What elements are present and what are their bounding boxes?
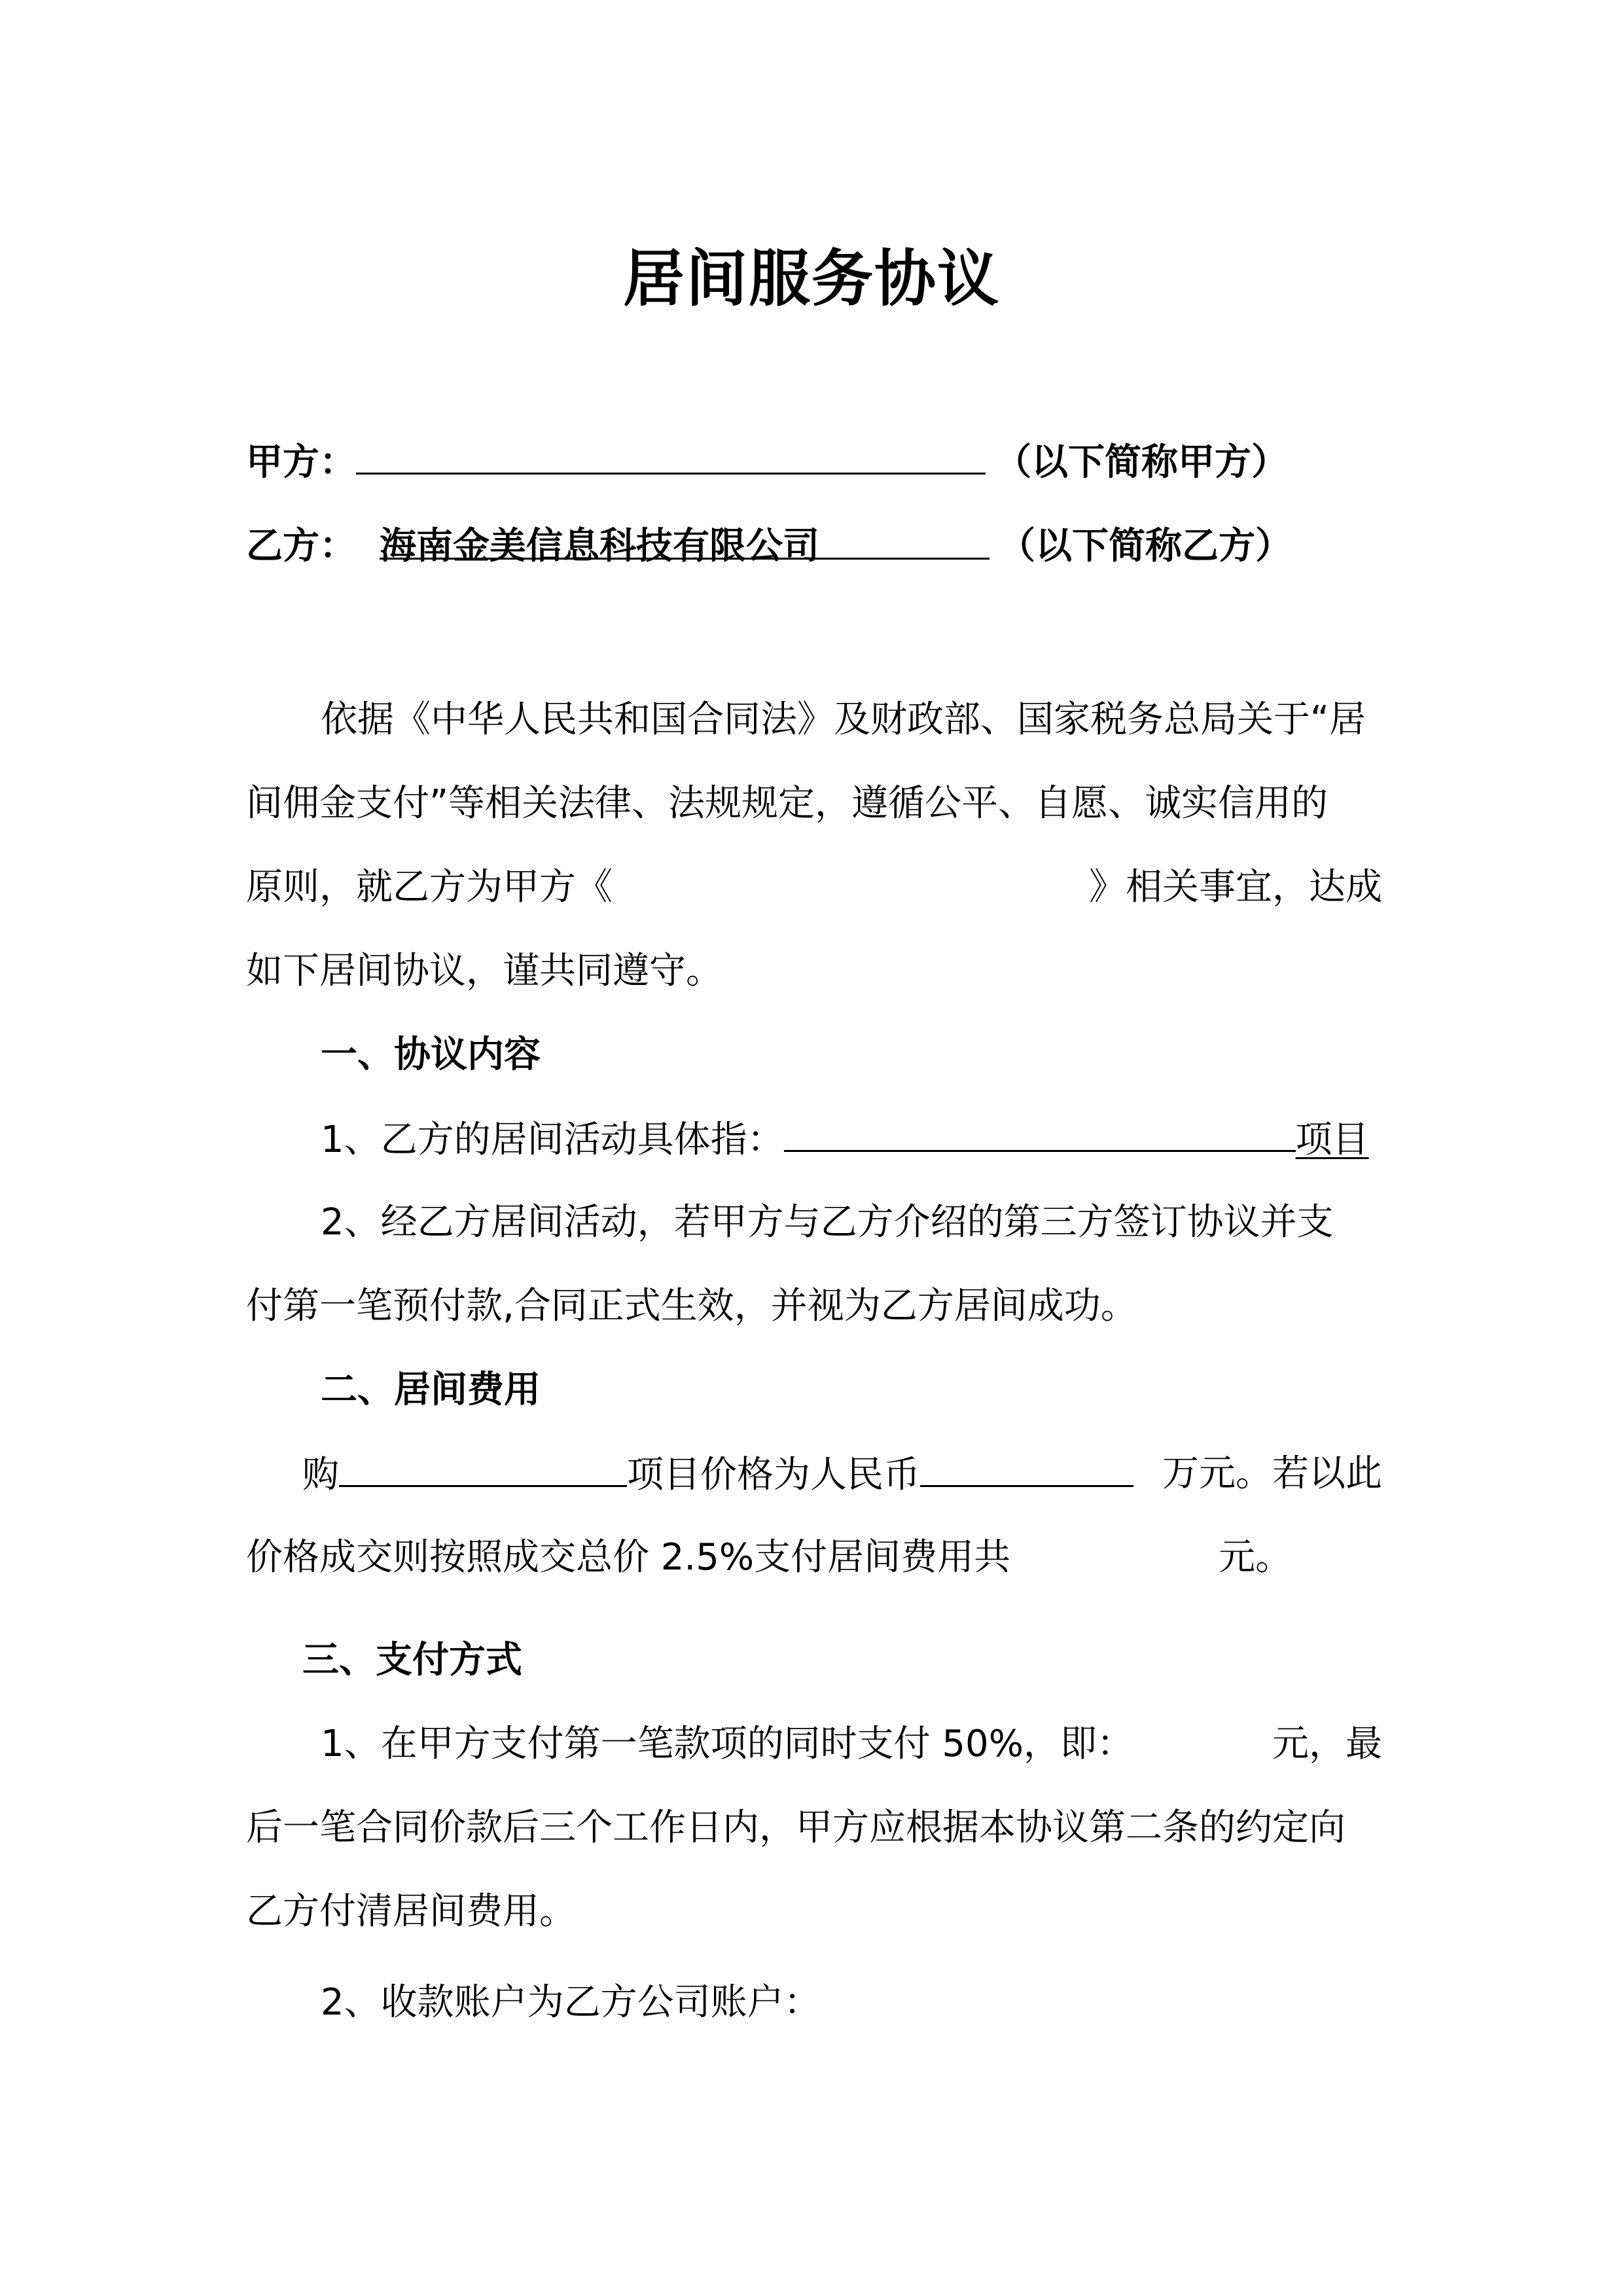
s3-item-2: 2、收款账户为乙方公司账户： bbox=[321, 1981, 821, 2024]
party-b-name-field bbox=[380, 517, 990, 567]
intro-line-2: 间佣金支付”等相关法律、法规规定，遵循公平、自愿、诚实信用的 bbox=[246, 782, 1329, 825]
document-title: 居间服务协议 bbox=[622, 243, 1000, 315]
party-a-blank bbox=[356, 432, 986, 475]
party-b-name: 海南金美信息科技有限公司 bbox=[380, 525, 819, 567]
s1-item-1-text: 1、乙方的居间活动具体指： bbox=[321, 1119, 784, 1161]
section-3-heading: 三、支付方式 bbox=[302, 1639, 522, 1681]
party-a-label: 甲方： bbox=[246, 441, 356, 484]
s1-item-2-line-2: 付第一笔预付款,合同正式生效，并视为乙方居间成功。 bbox=[246, 1285, 1137, 1327]
s2-purchase-label: 购 bbox=[302, 1454, 339, 1496]
s1-item-2-line-1: 2、经乙方居间活动，若甲方与乙方介绍的第三方签订协议并支 bbox=[321, 1201, 1334, 1244]
s2-line-1 bbox=[246, 1444, 1382, 1503]
section-1-heading: 一、协议内容 bbox=[321, 1033, 541, 1076]
party-b-line bbox=[246, 517, 1382, 576]
party-a-suffix: （以下简称甲方） bbox=[995, 441, 1288, 484]
s3-item-1-line-1-start: 1、在甲方支付第一笔款项的同时支付 50%，即： bbox=[321, 1723, 1133, 1765]
s1-item-1 bbox=[246, 1109, 1382, 1168]
s3-item-1-line-2: 后一笔合同价款后三个工作日内，甲方应根据本协议第二条的约定向 bbox=[246, 1806, 1346, 1849]
s3-item-1-line-3: 乙方付清居间费用。 bbox=[246, 1890, 576, 1933]
s2-line-1-segment bbox=[302, 1444, 1133, 1503]
s3-item-1-line-1-end: 元，最 bbox=[1272, 1723, 1382, 1765]
s2-line-1-end: 万元。若以此 bbox=[1162, 1452, 1382, 1495]
intro-line-3-start: 原则，就乙方为甲方《 bbox=[246, 866, 613, 908]
s1-item-1-blank bbox=[784, 1109, 1296, 1152]
s3-item-1-line-1 bbox=[246, 1715, 1382, 1774]
section-2-heading: 二、居间费用 bbox=[321, 1369, 541, 1411]
s2-item-blank bbox=[339, 1444, 627, 1487]
s1-item-1-suffix: 项目 bbox=[1295, 1119, 1369, 1161]
party-b-suffix: （以下简称乙方） bbox=[999, 525, 1292, 567]
intro-line-3 bbox=[246, 858, 1382, 917]
intro-line-1: 依据《中华人民共和国合同法》及财政部、国家税务总局关于“居 bbox=[321, 698, 1366, 741]
intro-line-3-end: 》相关事宜，达成 bbox=[1089, 866, 1382, 908]
s2-line-2 bbox=[246, 1528, 1382, 1587]
intro-line-4: 如下居间协议，谨共同遵守。 bbox=[246, 950, 722, 992]
s2-line-2-text: 价格成交则按照成交总价 2.5%支付居间费用共 bbox=[246, 1536, 1011, 1579]
s2-price-blank bbox=[920, 1444, 1133, 1487]
party-a-line bbox=[246, 432, 1382, 491]
party-b-label: 乙方： bbox=[246, 525, 356, 567]
s2-line-2-unit: 元。 bbox=[1219, 1536, 1293, 1579]
s2-price-label: 项目价格为人民币 bbox=[627, 1454, 920, 1496]
